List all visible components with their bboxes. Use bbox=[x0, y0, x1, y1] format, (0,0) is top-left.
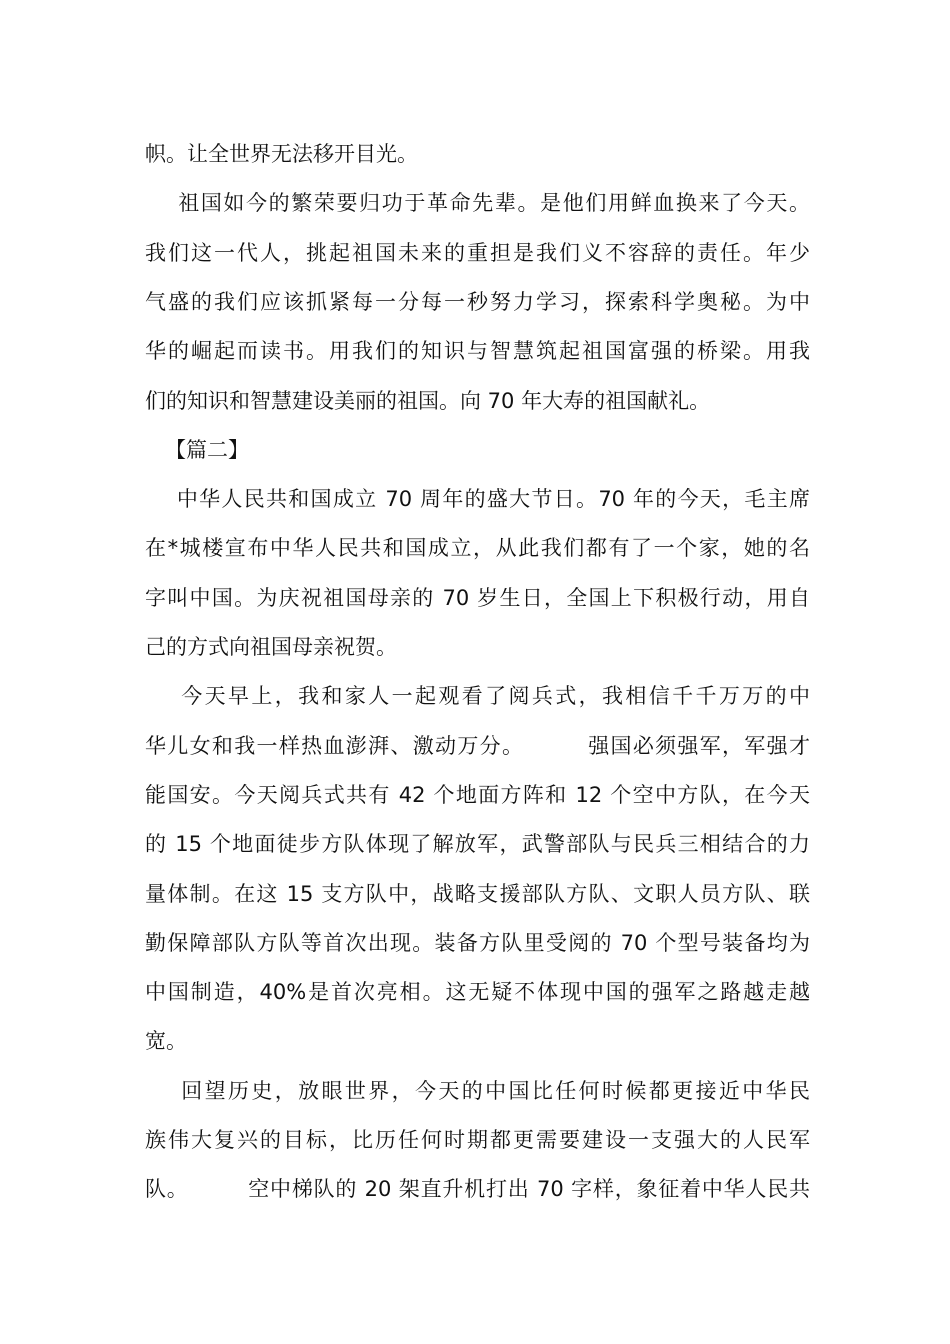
text-line-22: 队。 空中梯队的 20 架直升机打出 70 字样，象征着中华人民共 bbox=[145, 1177, 810, 1201]
text-line-3: 我们这一代人，挑起祖国未来的重担是我们义不容辞的责任。年少 bbox=[145, 241, 810, 265]
text-line-16: 量体制。在这 15 支方队中，战略支援部队方队、文职人员方队、联 bbox=[145, 882, 810, 906]
text-line-9: 在*城楼宣布中华人民共和国成立，从此我们都有了一个家，她的名 bbox=[145, 536, 810, 560]
text-line-11: 己的方式向祖国母亲祝贺。 bbox=[145, 635, 397, 659]
text-line-7: 【篇二】 bbox=[145, 438, 250, 462]
text-line-5: 华的崛起而读书。用我们的知识与智慧筑起祖国富强的桥梁。用我 bbox=[145, 339, 810, 363]
text-line-20: 回望历史，放眼世界，今天的中国比任何时候都更接近中华民 bbox=[145, 1079, 810, 1103]
text-line-15: 的 15 个地面徒步方队体现了解放军，武警部队与民兵三相结合的力 bbox=[145, 832, 810, 856]
text-line-10: 字叫中国。为庆祝祖国母亲的 70 岁生日，全国上下积极行动，用自 bbox=[145, 586, 810, 610]
text-line-6: 们的知识和智慧建设美丽的祖国。向 70 年大寿的祖国献礼。 bbox=[145, 389, 711, 413]
text-line-19: 宽。 bbox=[145, 1029, 187, 1053]
text-line-21: 族伟大复兴的目标，比历任何时期都更需要建设一支强大的人民军 bbox=[145, 1128, 810, 1152]
text-line-1: 帜。让全世界无法移开目光。 bbox=[145, 142, 418, 166]
text-line-4: 气盛的我们应该抓紧每一分每一秒努力学习，探索科学奥秘。为中 bbox=[145, 290, 810, 314]
text-line-14: 能国安。今天阅兵式共有 42 个地面方阵和 12 个空中方队，在今天 bbox=[145, 783, 810, 807]
text-line-2: 祖国如今的繁荣要归功于革命先辈。是他们用鲜血换来了今天。 bbox=[145, 191, 810, 215]
text-line-13: 华儿女和我一样热血澎湃、激动万分。 强国必须强军，军强才 bbox=[145, 734, 810, 758]
text-line-18: 中国制造，40%是首次亮相。这无疑不体现中国的强军之路越走越 bbox=[145, 980, 810, 1004]
text-line-17: 勤保障部队方队等首次出现。装备方队里受阅的 70 个型号装备均为 bbox=[145, 931, 810, 955]
text-line-12: 今天早上，我和家人一起观看了阅兵式，我相信千千万万的中 bbox=[145, 684, 810, 708]
text-line-8: 中华人民共和国成立 70 周年的盛大节日。70 年的今天，毛主席 bbox=[145, 487, 810, 511]
